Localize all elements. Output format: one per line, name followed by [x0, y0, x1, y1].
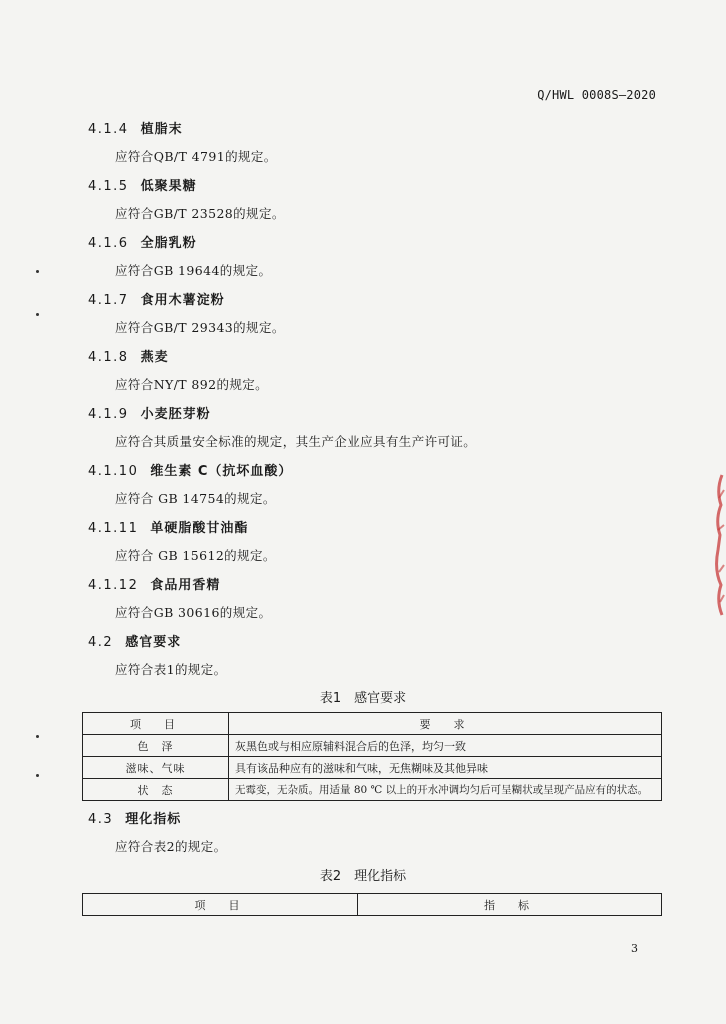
table-header-row	[83, 894, 662, 916]
section-heading	[88, 289, 225, 308]
section-text: 应符合GB 19644的规定。	[115, 263, 272, 278]
section-title: 食品用香精	[150, 578, 221, 593]
table-cell: 灰黑色或与相应原辅料混合后的色泽，均匀一致	[229, 735, 662, 757]
section-number: 4.1.10	[88, 464, 139, 479]
section-number: 4.3	[88, 812, 114, 827]
section-title: 燕麦	[140, 350, 169, 365]
section-text: 应符合QB/T 4791的规定。	[115, 149, 277, 164]
section-heading	[88, 517, 248, 536]
physicochemical-table	[82, 893, 662, 916]
section-number: 4.2	[88, 635, 114, 650]
section-text: 应符合其质量安全标准的规定，其生产企业应具有生产许可证。	[115, 434, 477, 449]
section-text: 应符合GB/T 23528的规定。	[115, 206, 285, 221]
section-title: 理化指标	[125, 812, 182, 827]
table-cell: 状 态	[83, 779, 229, 801]
table-header-row	[83, 713, 662, 735]
table-header-cell: 要 求	[229, 713, 662, 735]
section-heading	[88, 403, 211, 422]
section-text: 应符合GB 30616的规定。	[115, 605, 272, 620]
table-row	[83, 735, 662, 757]
section-heading	[88, 346, 169, 365]
section-title: 维生素 C（抗坏血酸）	[150, 464, 293, 479]
section-heading	[88, 808, 181, 827]
section-number: 4.1.6	[88, 236, 129, 251]
section-heading	[88, 118, 183, 137]
seal-stamp-edge	[712, 470, 726, 620]
section-text: 应符合GB/T 29343的规定。	[115, 320, 285, 335]
section-number: 4.1.4	[88, 122, 129, 137]
table-cell: 无霉变，无杂质。用适量 80 ℃ 以上的开水冲调均匀后可呈糊状或呈现产品应有的状态。	[229, 779, 662, 801]
section-number: 4.1.8	[88, 350, 129, 365]
section-heading	[88, 232, 197, 251]
table-header-cell: 项 目	[83, 713, 229, 735]
section-title: 感官要求	[125, 635, 182, 650]
section-number: 4.1.9	[88, 407, 129, 422]
section-title: 全脂乳粉	[140, 236, 197, 251]
section-number: 4.1.7	[88, 293, 129, 308]
scan-speck	[36, 313, 39, 316]
section-text: 应符合 GB 15612的规定。	[115, 548, 276, 563]
table-header-cell: 项 目	[83, 894, 358, 916]
section-title: 低聚果糖	[140, 179, 197, 194]
section-number: 4.1.12	[88, 578, 139, 593]
scan-speck	[36, 735, 39, 738]
scan-speck	[36, 270, 39, 273]
section-text: 应符合 GB 14754的规定。	[115, 491, 276, 506]
page-number: 3	[631, 942, 638, 955]
table-row	[83, 757, 662, 779]
section-text: 应符合表2的规定。	[115, 839, 227, 854]
section-title: 植脂末	[140, 122, 183, 137]
section-title: 食用木薯淀粉	[140, 293, 225, 308]
section-heading	[88, 460, 292, 479]
section-number: 4.1.5	[88, 179, 129, 194]
table-cell: 色 泽	[83, 735, 229, 757]
section-text: 应符合表1的规定。	[115, 662, 227, 677]
table-cell: 滋味、气味	[83, 757, 229, 779]
section-heading	[88, 175, 197, 194]
sensory-requirements-table	[82, 712, 662, 801]
table-cell: 具有该品种应有的滋味和气味，无焦糊味及其他异味	[229, 757, 662, 779]
table-row	[83, 779, 662, 801]
section-number: 4.1.11	[88, 521, 139, 536]
section-text: 应符合NY/T 892的规定。	[115, 377, 269, 392]
section-title: 小麦胚芽粉	[140, 407, 211, 422]
section-heading	[88, 631, 181, 650]
table-header-cell: 指 标	[358, 894, 662, 916]
document-code: Q/HWL 0008S—2020	[537, 88, 656, 102]
table-caption: 表1 感官要求	[319, 691, 407, 706]
section-title: 单硬脂酸甘油酯	[150, 521, 249, 536]
section-heading	[88, 574, 220, 593]
table-caption: 表2 理化指标	[319, 869, 407, 884]
scan-speck	[36, 774, 39, 777]
